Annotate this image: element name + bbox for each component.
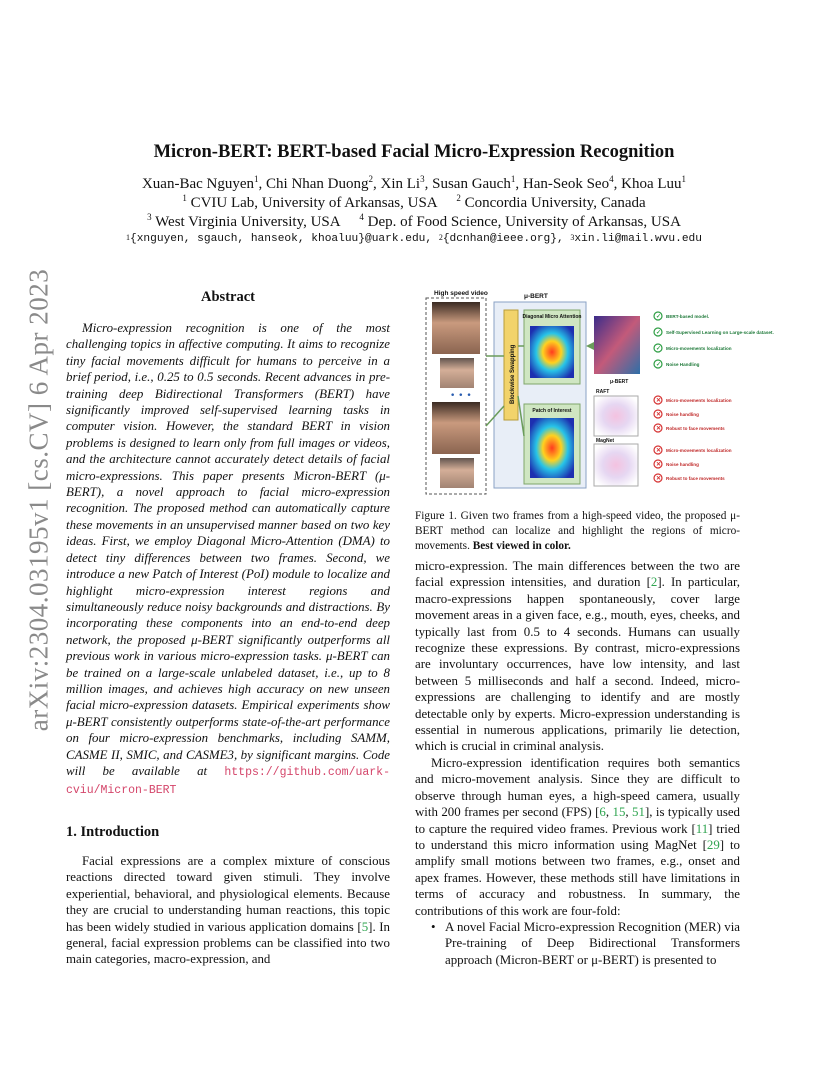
raft-output xyxy=(594,396,638,436)
figure-1 xyxy=(424,286,774,498)
figure-caption: Figure 1. Given two frames from a high-speed video, the proposed μ-BERT method can localize and highlight the regions of micro-movements. Best viewed in color. xyxy=(415,510,740,552)
video-frame xyxy=(440,358,474,388)
blockwise-label: Blockwise Swapping xyxy=(510,344,516,404)
introduction-heading: 1. Introduction xyxy=(66,824,160,840)
poi-label: Patch of Interest xyxy=(532,408,572,414)
svg-text:Robust to face movements: Robust to face movements xyxy=(666,426,725,431)
video-frame xyxy=(432,302,480,354)
video-frame xyxy=(440,458,474,488)
arxiv-stamp: arXiv:2304.03195v1 [cs.CV] 6 Apr 2023 xyxy=(23,268,54,732)
contribution-bullet: • A novel Facial Micro-expression Recognition (MER) via Pre-training of Deep Bidirectional Transformers approach (Micron-BERT or μ-BERT) is presented to xyxy=(431,919,740,967)
affiliation-line-1: $^1$ CVIU Lab, University of Arkansas, USA $^2$ Concordia University, Canada xyxy=(182,193,646,211)
right-column-text xyxy=(415,558,740,968)
svg-text:✕: ✕ xyxy=(656,398,662,404)
svg-text:Self-Supervised Learning on La: Self-Supervised Learning on Large-scale dataset. xyxy=(666,330,774,335)
citation-link[interactable]: 6 xyxy=(599,805,606,820)
svg-text:✕: ✕ xyxy=(656,412,662,418)
dma-heatmap xyxy=(530,326,574,378)
raft-limitations xyxy=(654,396,732,432)
figure-1-diagram xyxy=(424,286,774,498)
citation-link[interactable]: 51 xyxy=(632,805,645,820)
citation-link[interactable]: 11 xyxy=(695,821,709,836)
video-frame xyxy=(432,402,480,454)
poi-heatmap xyxy=(530,418,574,478)
citation-link[interactable]: 2 xyxy=(650,575,658,590)
mu-bert-label: μ-BERT xyxy=(524,293,548,300)
magnet-limitations xyxy=(654,446,732,482)
mu-bert-output-face xyxy=(594,316,640,374)
svg-text:Noise handling: Noise handling xyxy=(666,412,699,417)
paper-title: Micron-BERT: BERT-based Facial Micro-Expression Recognition xyxy=(153,142,675,162)
magnet-label: MagNet xyxy=(596,438,615,444)
advantages-list xyxy=(654,312,774,368)
introduction-paragraph: Facial expressions are a complex mixture of conscious reactions directed toward given stimuli. They involve experiential, behavioral, and physiological elements. Because they are crucial to understanding human reactions, this topic has been widely studied in various application domains [5]. In general, facial expression problems can be classified into two main categories, macro-expression, and xyxy=(66,854,390,967)
right-paragraph-1: micro-expression. The main differences between the two are facial expression intensities, and duration [2]. In particular, macro-expressions happen spontaneously, cover large movement areas in a given face, e.g., mouth, eyes, cheeks, and typically last from 0.5 to 4 seconds. Humans can usually recognize these expressions. By contrast, micro-expressions are involuntary occurrences, have low intensity, and last between 5 milliseconds and half a second. Indeed, micro-expressions are challenging to identify and are mostly detectable only by experts. Micro-expression understanding is essential in numerous applications, primarily lie detection, which is crucial in criminal analysis. xyxy=(415,559,740,754)
svg-text:Noise Handling: Noise Handling xyxy=(666,362,700,367)
magnet-output xyxy=(594,444,638,486)
svg-text:✓: ✓ xyxy=(656,314,662,320)
svg-text:Robust to face movements: Robust to face movements xyxy=(666,476,725,481)
affiliation-line-2: $^3$ West Virginia University, USA $^4$ Dep. of Food Science, University of Arkansas, USA xyxy=(147,212,681,230)
citation-link[interactable]: 5 xyxy=(361,919,369,934)
code-link[interactable]: https://github.com/uark-cviu/Micron-BERT xyxy=(66,765,390,798)
svg-text:✓: ✓ xyxy=(656,362,662,368)
right-paragraph-2: Micro-expression identification requires both semantics and micro-movement analysis. Since they are difficult to observe through human eyes, a high-speed camera, usually with 200 frames per second (FPS) [6, 15, 51], is typically used to capture the required video frames. Previous work [11] tried to understand this micro information using MagNet [29] to amplify small motions between two frames, e.g., onset and apex frames. However, these methods still have limitations in terms of accuracy and robustness. In summary, the contributions of this work are four-fold: xyxy=(415,755,741,918)
svg-text:✕: ✕ xyxy=(656,448,662,454)
abstract-text: Micro-expression recognition is one of the most challenging topics in affective computing. It aims to recognize tiny facial movements difficult for humans to perceive in a brief period, i.e., 0.25 to 0.5 seconds. Recent advances in pre-training deep Bidirectional Transformers (BERT) have significantly improved self-supervised learning tasks in computer vision. However, the standard BERT in vision problems is designed to learn only from full images or videos, and the architecture cannot accurately detect details of facial micro-expressions. This paper presents Micron-BERT (μ-BERT), a novel approach to facial micro-expression recognition. The proposed method can automatically capture these movements in an unsupervised manner based on two key ideas. First, we employ Diagonal Micro-Attention (DMA) to detect tiny differences between two frames. Second, we introduce a new Patch of Interest (PoI) module to localize and highlight micro-expression interest regions and simultaneously reduce noisy backgrounds and distractions. By incorporating these components into an end-to-end deep network, the proposed μ-BERT significantly outperforms all previous work in various micro-expression tasks. μ-BERT can be trained on a large-scale unlabeled dataset, i.e., up to 8 million images, and achieves high accuracy on new unseen facial micro-expression datasets. Empirical experiments show μ-BERT consistently outperforms state-of-the-art performance on four micro-expression benchmarks, including SAMM, CASME II, SMIC, and CASME3, by significant margins. Code will be available at https://github.com/uark-cviu/Micron-BERT xyxy=(66,321,390,798)
svg-text:✕: ✕ xyxy=(656,476,662,482)
citation-link[interactable]: 15 xyxy=(612,805,626,820)
svg-text:BERT-based model.: BERT-based model. xyxy=(666,314,710,319)
mu-bert-output-label: μ-BERT xyxy=(610,379,629,385)
dma-label: Diagonal Micro Attention xyxy=(522,314,582,320)
svg-text:✓: ✓ xyxy=(656,330,662,336)
raft-label: RAFT xyxy=(596,389,610,395)
svg-text:Noise handling: Noise handling xyxy=(666,462,699,467)
svg-text:✓: ✓ xyxy=(656,346,662,352)
citation-link[interactable]: 29 xyxy=(706,837,720,852)
author-emails: $^1${xnguyen, sgauch, hanseok, khoaluu}@uark.edu, $^2${dcnhan@ieee.org}, $^3$xin.li@mail.wvu.edu xyxy=(126,233,702,245)
svg-text:✕: ✕ xyxy=(656,462,662,468)
svg-text:✕: ✕ xyxy=(656,426,662,432)
high-speed-label: High speed video xyxy=(434,290,488,297)
svg-text:Micro-movements localization: Micro-movements localization xyxy=(666,398,732,403)
svg-text:Micro-movements localization: Micro-movements localization xyxy=(666,448,732,453)
svg-text:Micro-movements localization: Micro-movements localization xyxy=(666,346,732,351)
abstract-heading: Abstract xyxy=(201,289,255,305)
bullet-mark: • xyxy=(431,919,436,934)
ellipsis-dots: • • • xyxy=(450,391,472,401)
author-line: Xuan-Bac Nguyen$^1$, Chi Nhan Duong$^2$, Xin Li$^3$, Susan Gauch$^1$, Han-Seok Seo$^4$, Khoa Luu$^1$ xyxy=(141,174,687,192)
